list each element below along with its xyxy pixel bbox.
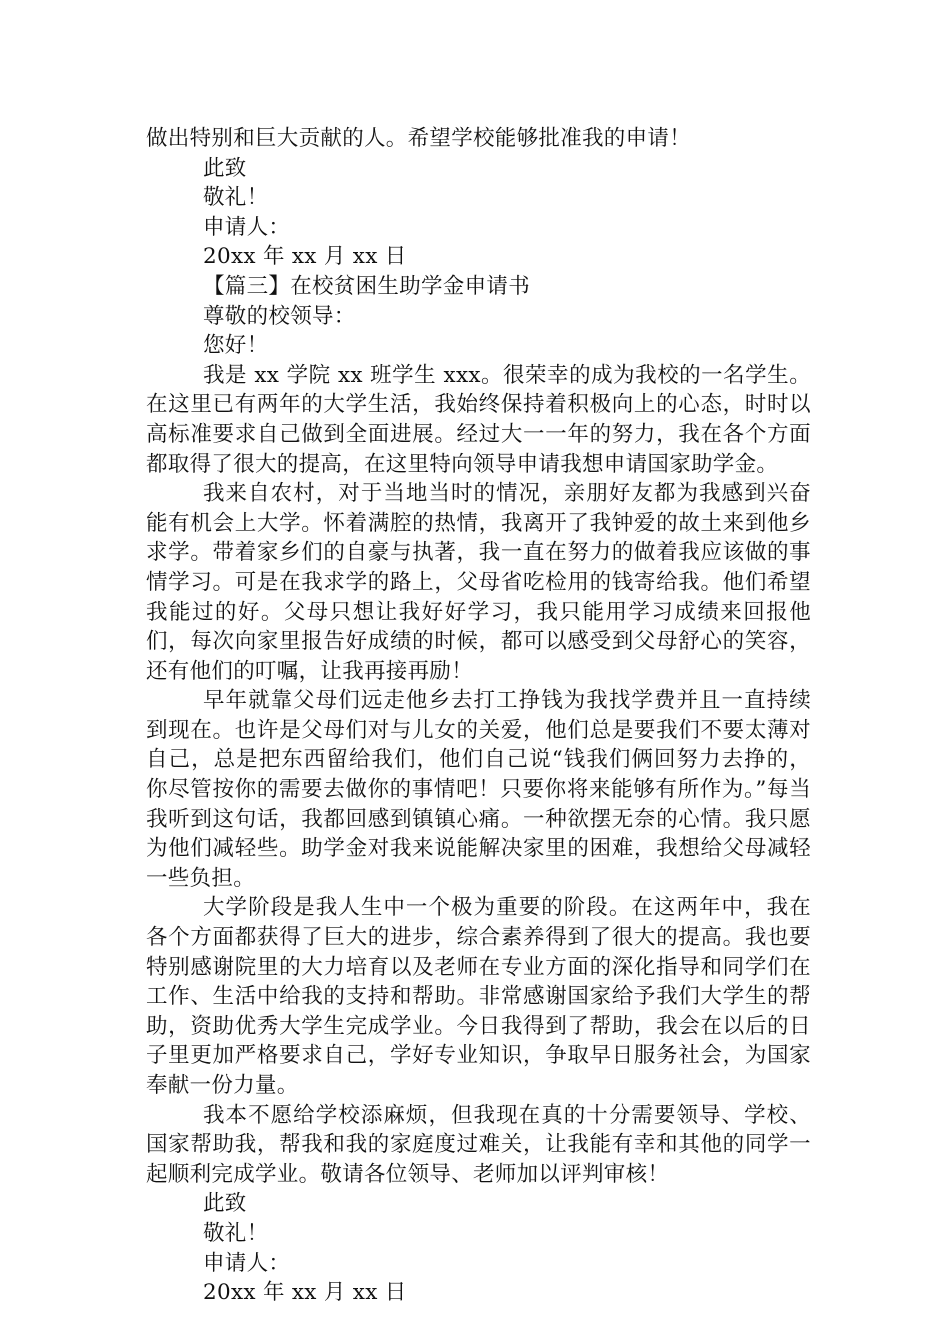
body-paragraph-2: 我来自农村，对于当地当时的情况，亲朋好友都为我感到兴奋能有机会上大学。怀着满腔的热情，我离开了我钟爱的故土来到他乡求学。带着家乡们的自豪与执著，我一直在努力的做着我应该做的事情学习。可是在我求学的路上，父母省吃检用的钱寄给我。他们希望我能过的好。父母只想让我好好学习，我只能用学习成绩来回报他们，每次向家里报告好成绩的时候，都可以感受到父母舒心的笑容，还有他们的叮嘱，让我再接再励！ xyxy=(146,481,811,684)
body-paragraph-1: 我是 xx 学院 xx 班学生 xxx。很荣幸的成为我校的一名学生。在这里已有两年的大学生活，我始终保持着积极向上的心态，时时以高标准要求自己做到全面进展。经过大一一年的努力，我在各个方面都取得了很大的提高，在这里特向领导申请我想申请国家助学金。 xyxy=(146,362,811,477)
document-body xyxy=(146,124,811,1308)
body-paragraph-3: 早年就靠父母们远走他乡去打工挣钱为我找学费并且一直持续到现在。也许是父母们对与儿女的关爱，他们总是要我们不要太薄对自己，总是把东西留给我们，他们自己说“钱我们俩回努力去挣的，你尽管按你的需要去做你的事情吧！只要你将来能够有所作为。”每当我听到这句话，我都回感到镇镇心痛。一种欲摆无奈的心情。我只愿为他们减轻些。助学金对我来说能解决家里的困难，我想给父母减轻一些负担。 xyxy=(146,688,811,891)
previous-applicant-label: 申请人： xyxy=(203,214,291,240)
previous-closing-1: 此致 xyxy=(203,155,247,181)
previous-closing-2: 敬礼！ xyxy=(203,185,269,211)
previous-letter-last-line: 做出特别和巨大贡献的人。希望学校能够批准我的申请！ xyxy=(146,126,692,151)
body-paragraph-4: 大学阶段是我人生中一个极为重要的阶段。在这两年中，我在各个方面都获得了巨大的进步，综合素养得到了很大的提高。我也要特别感谢院里的大力培育以及老师在专业方面的深化指导和同学们在工作、生活中给我的支持和帮助。非常感谢国家给予我们大学生的帮助，资助优秀大学生完成学业。今日我得到了帮助，我会在以后的日子里更加严格要求自己，学好专业知识，争取早日服务社会，为国家奉献一份力量。 xyxy=(146,895,811,1098)
applicant-label: 申请人： xyxy=(203,1250,291,1276)
closing-2: 敬礼！ xyxy=(203,1220,269,1246)
closing-1: 此致 xyxy=(203,1191,247,1217)
salutation: 尊敬的校领导： xyxy=(203,303,356,329)
body-paragraph-5: 我本不愿给学校添麻烦，但我现在真的十分需要领导、学校、国家帮助我，帮我和我的家庭度过难关，让我能有幸和其他的同学一起顺利完成学业。敬请各位领导、老师加以评判审核！ xyxy=(146,1102,811,1187)
previous-date: 20xx 年 xx 月 xx 日 xyxy=(203,244,407,270)
date: 20xx 年 xx 月 xx 日 xyxy=(203,1280,407,1306)
greeting: 您好！ xyxy=(203,333,269,359)
section-title: 【篇三】在校贫困生助学金申请书 xyxy=(203,273,531,299)
